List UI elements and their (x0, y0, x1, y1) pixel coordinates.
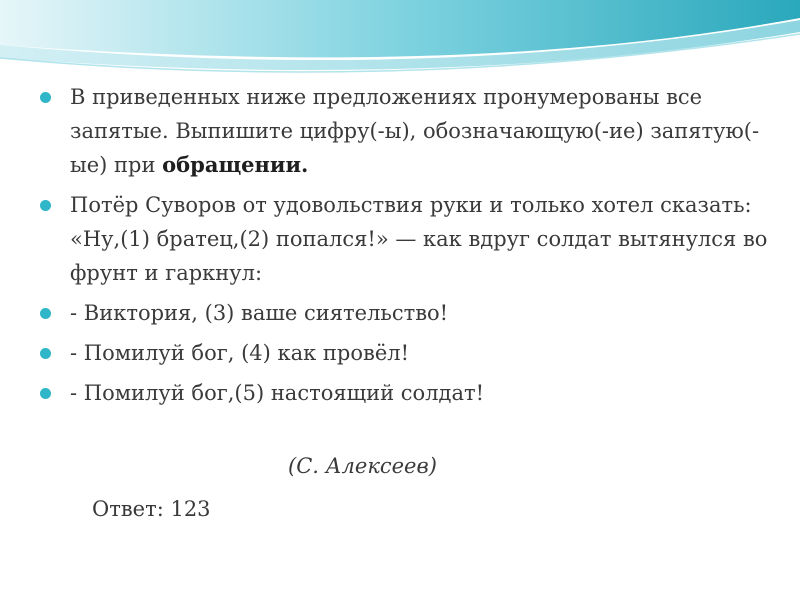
item-text: - Виктория, (3) ваше сиятельство! (70, 301, 449, 325)
author-attribution: (С. Алексеев) (288, 454, 437, 478)
list-item (36, 80, 776, 182)
list-item (36, 296, 776, 330)
bullet-icon (40, 388, 51, 399)
content (36, 80, 776, 416)
item-text: - Помилуй бог, (4) как провёл! (70, 341, 410, 365)
answer-text: Ответ: 123 (92, 497, 211, 521)
item-bold-text: обращении. (162, 152, 309, 177)
list-item (36, 188, 776, 290)
list-item (36, 336, 776, 370)
bullet-icon (40, 200, 51, 211)
bullet-icon (40, 308, 51, 319)
bullet-icon (40, 92, 51, 103)
bullet-icon (40, 348, 51, 359)
list-item (36, 376, 776, 410)
item-text: - Помилуй бог,(5) настоящий солдат! (70, 381, 485, 405)
item-text: В приведенных ниже предложениях пронумерованы все запятые. Выпишите цифру(-ы), обозначающую(-ие) запятую(-ые) при (70, 85, 760, 177)
item-text: Потёр Суворов от удовольствия руки и только хотел сказать: «Ну,(1) братец,(2) попался!» — как вдруг солдат вытянулся во фрунт и гаркнул: (70, 193, 768, 285)
header-wave-decoration (0, 0, 800, 80)
